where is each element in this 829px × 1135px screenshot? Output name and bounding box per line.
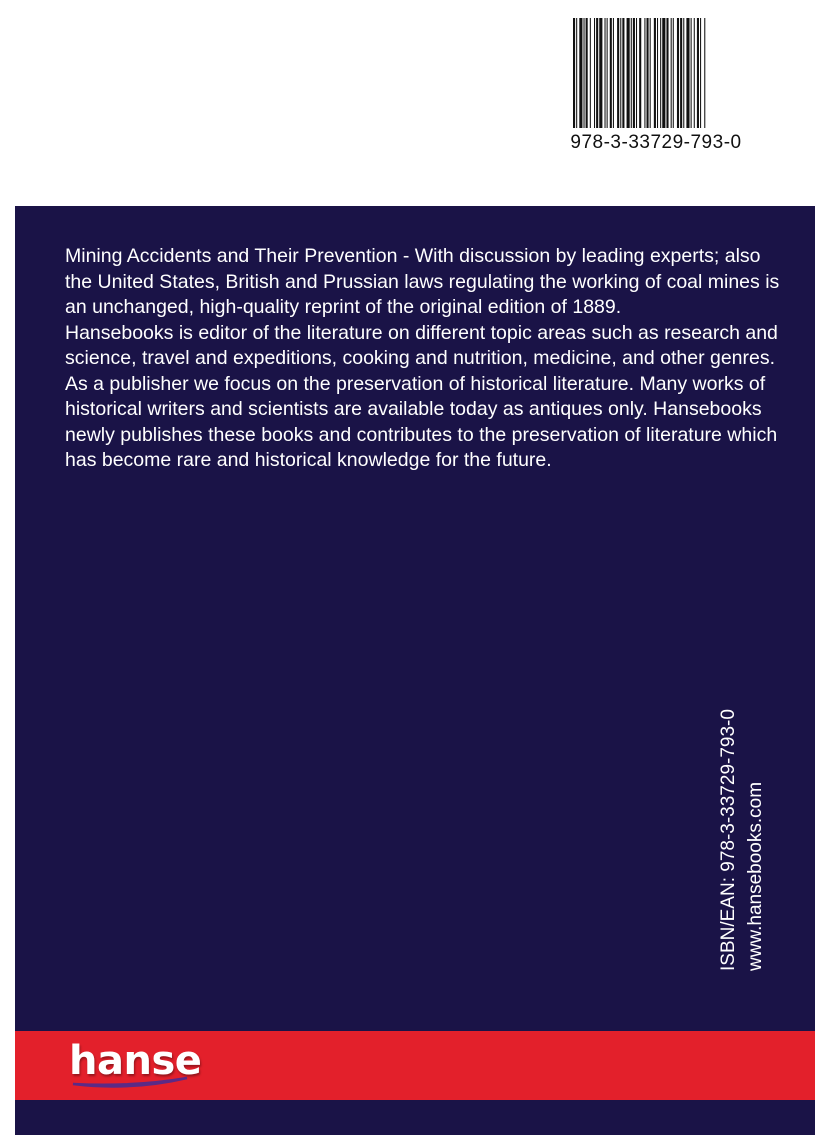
barcode-number: 978-3-33729-793-0 [570, 132, 742, 153]
barcode-bar [605, 18, 606, 128]
barcode-bars [572, 18, 740, 128]
logo-text: hanse [69, 1038, 202, 1084]
barcode-bar [666, 18, 668, 128]
barcode-bar [586, 18, 588, 128]
barcode-bar [647, 18, 649, 128]
hanse-logo [69, 1037, 201, 1093]
description-paragraph-2: Hansebooks is editor of the literature on different topic areas such as research and science, travel and expeditions, cooking and nutrition, medicine, and other genres. As a publisher we focus on the preservation of historical literature. Many works of historical writers and scientists are available today as antiques only. Hansebooks newly publishes these books and contributes to the preservation of literature which has become rare and historical knowledge for the future. [65, 321, 778, 471]
barcode-bar [657, 18, 658, 128]
barcode-bar [620, 18, 621, 128]
barcode-bar [644, 18, 645, 128]
barcode-bar [596, 18, 598, 128]
barcode-bar [686, 18, 689, 128]
barcode-bar [673, 18, 674, 128]
description-panel [15, 206, 815, 1135]
barcode-bar [599, 18, 602, 128]
description [65, 244, 781, 474]
barcode-bar [590, 18, 591, 128]
barcode-bar [704, 18, 705, 128]
barcode-bar [677, 18, 679, 128]
barcode-bar [579, 18, 582, 128]
barcode-bar [633, 18, 635, 128]
barcode-bar [622, 18, 624, 128]
barcode [568, 18, 744, 158]
barcode-bar [654, 18, 656, 128]
barcode-bar [573, 18, 575, 128]
barcode-bar [650, 18, 651, 128]
barcode-bar [662, 18, 665, 128]
barcode-bar [576, 18, 577, 128]
barcode-bar [617, 18, 619, 128]
description-paragraph-1: Mining Accidents and Their Prevention - With discussion by leading experts; also the United States, British and Prussian laws regulating the working of coal mines is an unchanged, high-quality reprint of the original edition of 1889. [65, 245, 780, 318]
barcode-bar [627, 18, 630, 128]
barcode-bar [584, 18, 585, 128]
barcode-bar [694, 18, 695, 128]
barcode-bar [660, 18, 661, 128]
website-text: www.hansebooks.com [745, 781, 766, 971]
spine-info [715, 696, 775, 971]
isbn-text: ISBN/EAN: 978-3-33729-793-0 [718, 709, 739, 971]
barcode-bar [613, 18, 614, 128]
barcode-bar [610, 18, 612, 128]
logo-swoosh-icon [71, 1075, 189, 1091]
barcode-bar [671, 18, 672, 128]
publisher-band [15, 1031, 815, 1100]
barcode-bar [683, 18, 684, 128]
barcode-bar [631, 18, 632, 128]
barcode-bar [636, 18, 637, 128]
barcode-bar [607, 18, 608, 128]
barcode-bar [700, 18, 701, 128]
barcode-bar [697, 18, 699, 128]
barcode-bar [594, 18, 595, 128]
barcode-bar [691, 18, 692, 128]
barcode-bar [680, 18, 682, 128]
barcode-bar [639, 18, 641, 128]
